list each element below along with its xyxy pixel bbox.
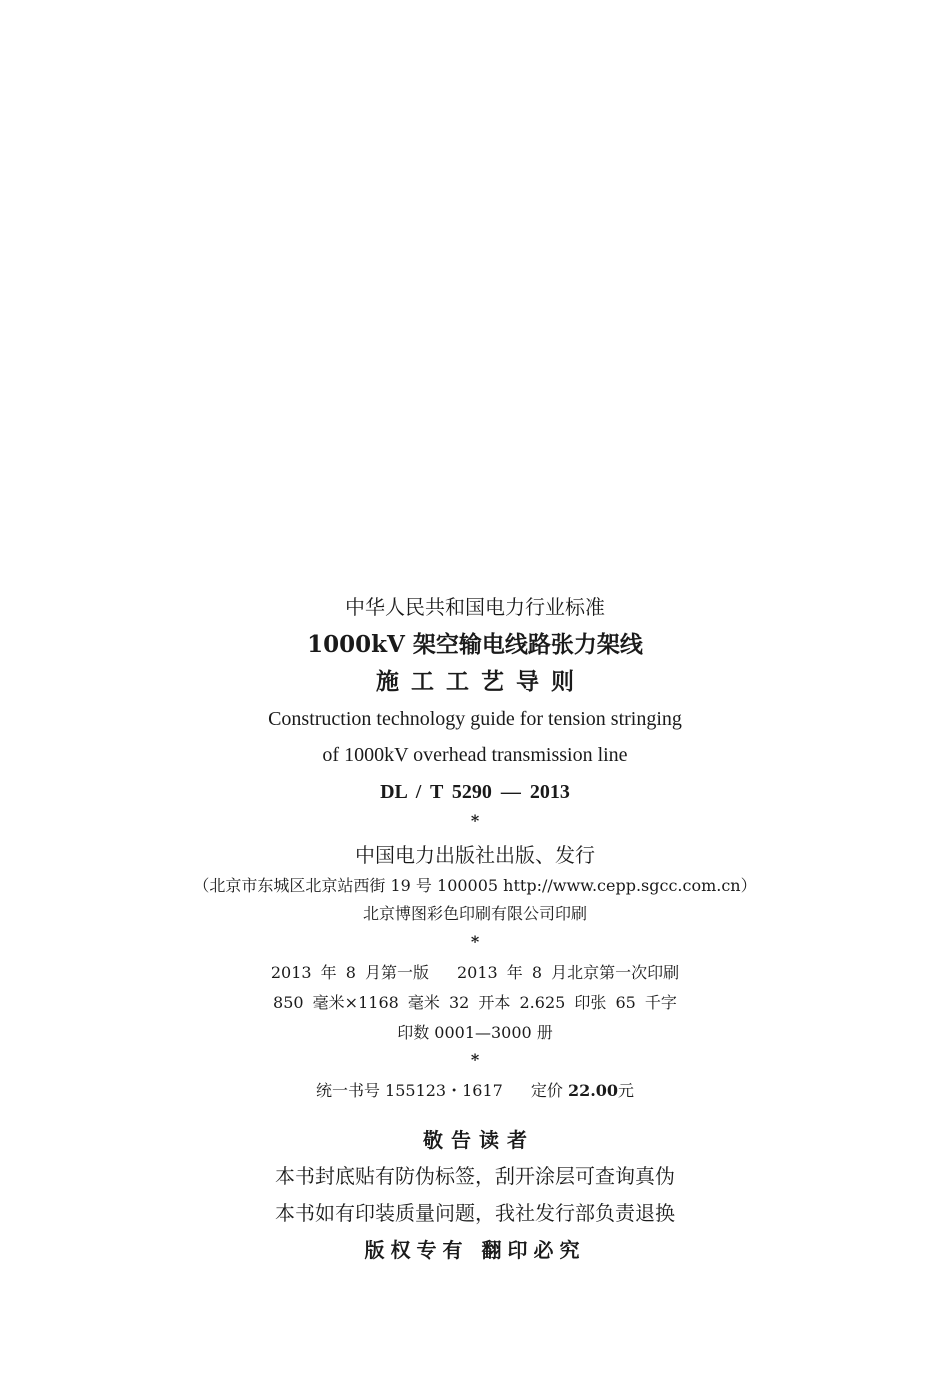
print-run: 印数 0001—3000 册 [397, 1023, 553, 1042]
separator-star: * [470, 1050, 480, 1069]
notice-heading: 敬告读者 [423, 1128, 535, 1152]
publisher-address: （北京市东城区北京站西街 19 号 100005 http://www.cepp.sgcc.com.cn） [193, 876, 757, 895]
separator-star: * [470, 932, 480, 951]
price-value: 22.00 [567, 1081, 619, 1100]
printer: 北京博图彩色印刷有限公司印刷 [362, 904, 587, 923]
title-cn-line1: 1000kV 架空输电线路张力架线 [307, 631, 643, 658]
title-en-line2: of 1000kV overhead transmission line [322, 744, 628, 766]
title-en-line1: Construction technology guide for tension stringing [268, 708, 682, 730]
edition-line [0, 965, 950, 981]
edition: 2013 年 8 月第一版 [270, 963, 429, 982]
standard-category: 中华人民共和国电力行业标准 [345, 595, 605, 619]
notice-anticounterfeit: 本书封底贴有防伪标签，刮开涂层可查询真伪 [275, 1164, 675, 1188]
separator-star: * [470, 811, 480, 830]
printing: 2013 年 8 月北京第一次印刷 [457, 963, 680, 982]
notice-quality: 本书如有印装质量问题，我社发行部负责退换 [275, 1201, 675, 1225]
copyright-notice: 版权专有 翻印必究 [364, 1238, 586, 1262]
price-label: 定价 [530, 1081, 563, 1100]
title-cn-line2: 施工工艺导则 [376, 668, 586, 695]
book-specs: 850 毫米×1168 毫米 32 开本 2.625 印张 65 千字 [273, 993, 677, 1012]
publisher: 中国电力出版社出版、发行 [355, 843, 595, 867]
isbn: 统一书号 155123・1617 [315, 1081, 503, 1100]
price-unit: 元 [618, 1081, 635, 1100]
standard-code: DL / T 5290 — 2013 [380, 781, 570, 803]
isbn-price-line [0, 1083, 950, 1099]
